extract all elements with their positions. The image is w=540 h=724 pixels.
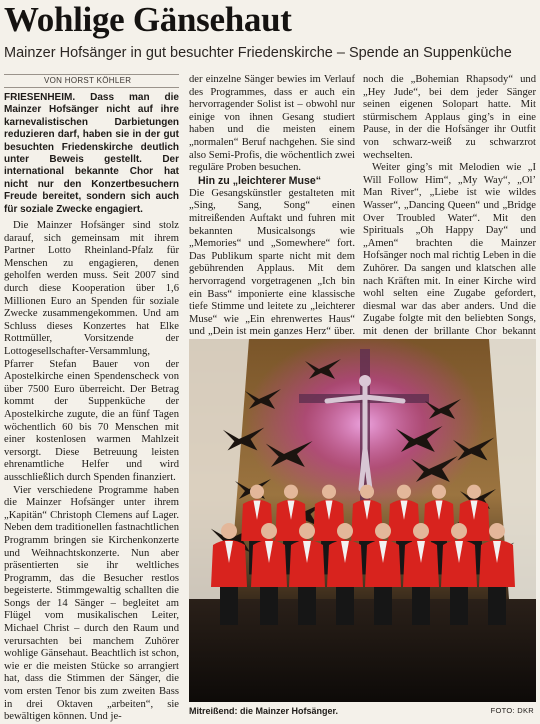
- body-paragraph: der einzelne Sänger bewies im Verlauf des Programmes, dass er auch ein hervorragender Solist ist – obwohl nur einige von ihnen Gesang studiert haben und die meisten einem „normalen“ Beruf nachgehen. Sie sind also Semi-Profis, die wöchentlich zwei reguläre Proben besuchen.: [189, 74, 355, 174]
- photo-caption-bar: [189, 704, 536, 718]
- body-paragraph: Die Gesangskünstler gestalteten mit „Sing, Sang, Song“ einen mitreißenden Auftakt und fuhren mit bekannten Musicalsongs wie „Memories“ und „Somewhere“ fort. Das Publikum sparte nicht mit dem gebührenden Applaus. Mit dem hervorragend vorgetragenen „Ich bin ein Bass“ imponierte eine klassische tiefe Stimme und leitete zu „leichterer Muse“ wie „Ein ehrenwertes Haus“ und „Dein ist mein ganzes Herz“ über.: [189, 187, 355, 338]
- photo-caption: Mitreißend: die Mainzer Hofsänger.: [189, 706, 339, 716]
- intertitle: Hin zu „leichterer Muse“: [198, 174, 322, 187]
- article-column-2: [189, 74, 355, 336]
- subheadline: Mainzer Hofsänger in gut besuchter Friedenskirche – Spende an Suppenküche: [4, 45, 512, 61]
- body-paragraph: noch die „Bohemian Rhapsody“ und „Hey Jude“, bei dem jeder Sänger seinen eigenen Solopart hatte. Mit stürmischem Applaus ging’s in eine Pause, in der die Hofsänger ihr Outfit von schwarz-weiß zu schwarzrot wechselten.: [363, 74, 536, 161]
- lede-paragraph: [4, 92, 179, 216]
- body-paragraph: Weiter ging’s mit Melodien wie „I Will Follow Him“, „My Way“, „Ol’ Man River“, „Liebe ist wie wildes Wasser“, „Dancing Queen“ und „Bridge Over Troubled Water“. Mit den Spirituals „Oh Happy Day“ und „Amen“ brachten die Mainzer Hofsänger noch mal richtig Leben in die Zuhörer. Da sangen und klatschen alle nach Kräften mit. In einer Kirche wird wohl selten eine Zugabe gefordert, diesmal war das aber anders. Und die Zugabe folgte mit den beliebten Songs, mit denen der brillante Chor bekannt: [363, 162, 536, 337]
- lede-text: Dass man die Mainzer Hofsänger nicht auf ihre karnevalistischen Darbietungen reduzieren darf, haben sie in der gut besuchten Friedenskirche deutlich unter Beweis gestellt. Der international bekannte Chor hat nicht nur den Konzertbesuchern Freude bereitet, sondern sich auch für soziale Zwecke engagiert.: [4, 92, 179, 215]
- headline: Wohlige Gänsehaut: [4, 0, 292, 39]
- body-paragraph: Vier verschiedene Programme haben die Mainzer Hofsänger unter ihrem „Kapitän“ Christoph Clemens auf Lager. Neben dem traditionellen fastnachtlichen Programm bringen sie Kirchenkonzerte und Weihnachtskonzerte. Nun aber präsentierten sie ihr weltliches Programm, das die Besucher restlos begeisterte. Stimmgewaltig schallten die Songs der 14 Sänger – begleitet am Flügel vom musikalischen Leiter, Michael Christ – durch den Raum und verursachten bei manchem Zuhörer wohlige Gänsehaut. Beachtlich ist schon, wie er die meisten Stücke so arrangiert hat, dass die Stimmen der Sänger, die vom ersten Tenor bis zum zweiten Bass in drei Oktaven „arbeiten“, sie bewältigen können. Und je-: [4, 484, 179, 723]
- article-column-3: [363, 74, 536, 336]
- dateline: FRIESENHEIM.: [4, 92, 76, 103]
- byline: VON HORST KÖHLER: [4, 74, 179, 88]
- article-column-1: [4, 74, 179, 722]
- photo-credit: FOTO: DKR: [490, 706, 534, 715]
- body-paragraph: Die Mainzer Hofsänger sind stolz darauf, sich gemeinsam mit ihrem Partner Lotto Rheinland-Pfalz für Menschen zu engagieren, denen geholfen werden muss. Seit 2007 sind durch diese Kooperation über 1,6 Millionen Euro an Spenden für soziale Zwecke zusammengekommen. Und am Schluss dieses Konzertes hat Elke Rottmüller, Vorsitzende der Lottogesellschafter-Versammlung, Pfarrer Stefan Bauer von der Apostelkirche einen Spendenscheck von über 7500 Euro überreicht. Der Betrag kommt der Suppenküche der Apostelkirche zugute, die an fünf Tagen wöchentlich 60 bis 70 Menschen mit einer kostenlosen warmen Mahlzeit versorgt. Diese Betreuung leisten ehrenamtliche Helfer und wird ausschließlich durch Spenden finanziert.: [4, 220, 179, 483]
- choir-photo: [189, 339, 536, 702]
